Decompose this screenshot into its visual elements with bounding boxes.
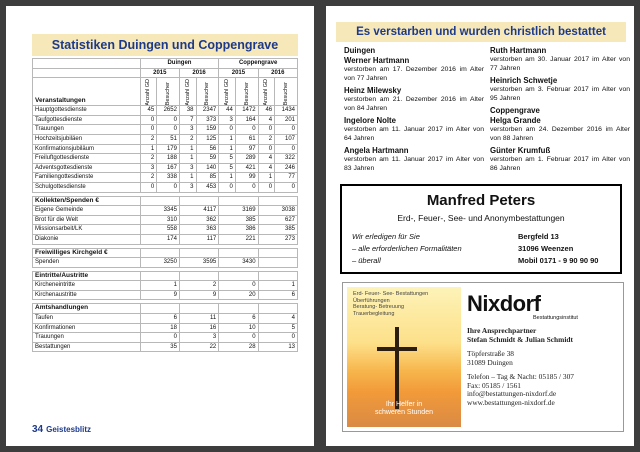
value-cell	[258, 258, 297, 268]
value-cell: 28	[219, 342, 258, 352]
cross-icon	[395, 327, 399, 409]
value-cell: 2	[179, 281, 218, 291]
peters-row-right: Mobil 0171 - 9 90 90 90	[518, 256, 599, 265]
value-cell: 0	[235, 182, 258, 192]
peters-row	[342, 255, 620, 267]
peters-row	[342, 243, 620, 255]
value-cell: 289	[235, 154, 258, 164]
column-header	[196, 78, 219, 106]
obituary-entry	[490, 146, 630, 173]
phone: Telefon – Tag & Nacht: 05185 / 307	[467, 372, 574, 381]
value-cell: 0	[219, 333, 258, 343]
value-cell: 322	[275, 154, 298, 164]
peters-row-left: – überall	[352, 256, 381, 265]
value-cell: 1	[258, 281, 297, 291]
column-header	[219, 78, 236, 106]
column-header-label: Anzahl GD	[263, 78, 270, 106]
table-row	[33, 258, 298, 268]
value-cell: 4	[258, 154, 275, 164]
value-cell: 1	[179, 154, 196, 164]
row-label: Familiengottesdienste	[33, 173, 141, 183]
value-cell: 11	[179, 314, 218, 324]
deceased-name: Ingelore Nolte	[344, 116, 396, 125]
section-title: Eintritte/Austritte	[33, 271, 141, 281]
obituary-list	[344, 46, 630, 176]
value-cell: 9	[179, 290, 218, 300]
value-cell: 2	[258, 134, 275, 144]
row-label: Taufgottesdienste	[33, 115, 141, 125]
value-cell: 362	[179, 215, 218, 225]
value-cell: 0	[140, 182, 157, 192]
value-cell: 1	[219, 134, 236, 144]
row-label: Bestattungen	[33, 342, 141, 352]
empty-cell	[140, 271, 179, 281]
motto-text: Ihr Helfer in schweren Stunden	[375, 401, 433, 416]
deceased-name: Heinrich Schwetje	[490, 76, 558, 85]
value-cell: 3	[179, 163, 196, 173]
table-row	[33, 281, 298, 291]
value-cell: 6	[258, 290, 297, 300]
value-cell: 0	[219, 182, 236, 192]
empty-cell	[258, 196, 297, 206]
table-row	[33, 215, 298, 225]
magazine-title: Geistesblitz	[46, 425, 92, 434]
empty-cell	[179, 248, 218, 258]
value-cell: 16	[179, 323, 218, 333]
empty-cell	[219, 248, 258, 258]
column-header-label: Besucher	[204, 81, 211, 106]
value-cell: 5	[219, 163, 236, 173]
nixdorf-contact	[467, 327, 574, 407]
value-cell: 4	[258, 314, 297, 324]
empty-cell	[179, 304, 218, 314]
row-label: Brot für die Welt	[33, 215, 141, 225]
peters-advertisement	[340, 184, 622, 274]
value-cell: 0	[157, 182, 180, 192]
value-cell: 1	[179, 144, 196, 154]
row-label: Diakonie	[33, 234, 141, 244]
value-cell: 1	[219, 144, 236, 154]
table-row	[33, 234, 298, 244]
death-details: verstorben am 1. Februar 2017 im Alter von 86 Jahren	[490, 156, 630, 172]
value-cell: 22	[179, 342, 218, 352]
value-cell: 0	[157, 115, 180, 125]
value-cell: 188	[157, 154, 180, 164]
empty-cell	[219, 304, 258, 314]
value-cell: 373	[196, 115, 219, 125]
value-cell: 0	[258, 182, 275, 192]
value-cell: 3	[179, 333, 218, 343]
row-label: Hauptgottesdienste	[33, 106, 141, 116]
row-label: Taufen	[33, 314, 141, 324]
obituary-entry	[344, 86, 484, 113]
value-cell: 6	[219, 314, 258, 324]
value-cell: 3	[179, 182, 196, 192]
value-cell: 0	[275, 182, 298, 192]
section-title: Freiwilliges Kirchgeld €	[33, 248, 141, 258]
value-cell: 140	[196, 163, 219, 173]
value-cell: 310	[140, 215, 179, 225]
obituary-entry	[344, 146, 484, 173]
obituary-entry	[344, 116, 484, 143]
death-details: verstorben am 11. Januar 2017 im Alter von 64 Jahren	[344, 126, 484, 142]
year-header: 2015	[140, 68, 179, 78]
value-cell: 2	[140, 154, 157, 164]
table-row	[33, 323, 298, 333]
row-label: Trauungen	[33, 125, 141, 135]
row-label: Trauungen	[33, 333, 141, 343]
value-cell: 159	[196, 125, 219, 135]
value-cell: 0	[258, 125, 275, 135]
value-cell: 0	[157, 125, 180, 135]
obituary-entry	[344, 56, 484, 83]
death-details: verstorben am 17. Dezember 2016 im Alter von 77 Jahren	[344, 66, 484, 82]
nixdorf-logo: Nixdorf	[467, 291, 541, 316]
email-link[interactable]: info@bestattungen-nixdorf.de	[467, 389, 557, 398]
value-cell: 246	[275, 163, 298, 173]
year-header: 2015	[219, 68, 258, 78]
value-cell: 3595	[179, 258, 218, 268]
value-cell: 3169	[219, 206, 258, 216]
table-row	[33, 115, 298, 125]
fax: Fax: 05185 / 1561	[467, 380, 521, 390]
table-row	[33, 314, 298, 324]
value-cell: 0	[219, 125, 236, 135]
section-title: Amtshandlungen	[33, 304, 141, 314]
empty-cell	[258, 271, 297, 281]
row-label: Eigene Gemeinde	[33, 206, 141, 216]
value-cell: 1	[140, 281, 179, 291]
value-cell: 59	[196, 154, 219, 164]
row-label: Missionsarbeit/LK	[33, 225, 141, 235]
table-row	[33, 134, 298, 144]
table-row	[33, 206, 298, 216]
obituary-column-1	[344, 46, 484, 176]
value-cell: 221	[219, 234, 258, 244]
value-cell: 0	[219, 281, 258, 291]
value-cell: 51	[157, 134, 180, 144]
value-cell: 99	[235, 173, 258, 183]
value-cell: 3	[140, 163, 157, 173]
city: 31089 Duingen	[467, 357, 513, 367]
value-cell: 2347	[196, 106, 219, 116]
town-heading: Coppengrave	[490, 106, 540, 115]
table-row	[33, 333, 298, 343]
death-details: verstorben am 11. Januar 2017 im Alter von 83 Jahren	[344, 156, 484, 172]
value-cell: 0	[140, 125, 157, 135]
peters-subtitle: Erd-, Feuer-, See- und Anonymbestattungen	[397, 213, 565, 223]
row-label: Kircheneintritte	[33, 281, 141, 291]
value-cell: 13	[258, 342, 297, 352]
left-page	[6, 6, 314, 446]
value-cell: 44	[219, 106, 236, 116]
peters-row-right: 31096 Weenzen	[518, 244, 574, 253]
deceased-name: Heinz Milewsky	[344, 86, 402, 95]
column-header	[235, 78, 258, 106]
obituary-entry	[490, 116, 630, 143]
value-cell: 3	[219, 115, 236, 125]
value-cell: 38	[179, 106, 196, 116]
obituary-column-2	[490, 46, 630, 176]
row-label: Schulgottesdienste	[33, 182, 141, 192]
value-cell: 7	[179, 115, 196, 125]
empty-cell	[140, 248, 179, 258]
table-row	[33, 173, 298, 183]
value-cell: 5	[219, 154, 236, 164]
sunset-cross-image	[347, 287, 461, 427]
table-row	[33, 342, 298, 352]
year-header: 2016	[258, 68, 297, 78]
row-label: Konfirmationsjubiläum	[33, 144, 141, 154]
obituary-entry	[490, 76, 630, 103]
cross-icon-bar	[377, 347, 417, 351]
nixdorf-institute-label: Bestattungsinstitut	[533, 315, 578, 321]
service-item: Überführungen	[353, 297, 390, 304]
value-cell: 117	[179, 234, 218, 244]
table-row	[33, 225, 298, 235]
value-cell: 0	[258, 144, 275, 154]
value-cell: 10	[219, 323, 258, 333]
peters-row	[342, 231, 620, 243]
contact-heading: Ihre Ansprechpartner	[467, 326, 537, 335]
table-row	[33, 154, 298, 164]
value-cell: 385	[258, 225, 297, 235]
table-row	[33, 163, 298, 173]
stats-table	[32, 58, 298, 352]
value-cell: 107	[275, 134, 298, 144]
value-cell: 453	[196, 182, 219, 192]
value-cell: 2	[140, 134, 157, 144]
row-label: Freiluftgottesdienste	[33, 154, 141, 164]
service-item: Beratung- Betreuung	[353, 304, 405, 310]
value-cell: 1	[140, 144, 157, 154]
value-cell: 2	[179, 134, 196, 144]
value-cell: 46	[258, 106, 275, 116]
death-details: verstorben am 21. Dezember 2016 im Alter von 84 Jahren	[344, 96, 484, 112]
value-cell: 0	[140, 115, 157, 125]
empty-cell	[219, 196, 258, 206]
column-header	[179, 78, 196, 106]
value-cell: 61	[235, 134, 258, 144]
deceased-name: Helga Grande	[490, 116, 541, 125]
value-cell: 56	[196, 144, 219, 154]
column-header-label: Besucher	[243, 81, 250, 106]
deceased-name: Angela Hartmann	[344, 146, 409, 155]
header-spacer	[33, 68, 141, 78]
section-title: Kollekten/Spenden €	[33, 196, 141, 206]
value-cell: 558	[140, 225, 179, 235]
row-label: Hochzeitsjubiläen	[33, 134, 141, 144]
row-label: Konfirmationen	[33, 323, 141, 333]
section-title: Veranstaltungen	[33, 78, 141, 106]
value-cell: 5	[258, 323, 297, 333]
value-cell: 167	[157, 163, 180, 173]
value-cell: 20	[219, 290, 258, 300]
street: Töpferstraße 38	[467, 349, 514, 358]
value-cell: 9	[140, 290, 179, 300]
service-item: Erd- Feuer- See- Bestattungen	[353, 291, 429, 297]
column-header-label: Anzahl GD	[145, 78, 152, 106]
value-cell: 35	[140, 342, 179, 352]
value-cell: 273	[258, 234, 297, 244]
column-header-label: Besucher	[165, 81, 172, 106]
value-cell: 3038	[258, 206, 297, 216]
table-row	[33, 182, 298, 192]
row-label: Spenden	[33, 258, 141, 268]
value-cell: 97	[235, 144, 258, 154]
value-cell: 4117	[179, 206, 218, 216]
value-cell: 1	[219, 173, 236, 183]
empty-cell	[179, 196, 218, 206]
town-header: Coppengrave	[219, 59, 298, 69]
page-number: 34	[32, 424, 44, 435]
deceased-name: Werner Hartmann	[344, 56, 410, 65]
year-header: 2016	[179, 68, 218, 78]
value-cell: 1	[179, 173, 196, 183]
value-cell: 4	[258, 115, 275, 125]
empty-cell	[219, 271, 258, 281]
web-link[interactable]: www.bestattungen-nixdorf.de	[467, 397, 555, 407]
value-cell: 125	[196, 134, 219, 144]
value-cell: 0	[140, 333, 179, 343]
column-header	[275, 78, 298, 106]
row-label: Adventsgottesdienste	[33, 163, 141, 173]
value-cell: 0	[258, 333, 297, 343]
value-cell: 385	[219, 215, 258, 225]
value-cell: 363	[179, 225, 218, 235]
contact-names: Stefan Schmidt & Julian Schmidt	[467, 334, 573, 344]
column-header	[140, 78, 157, 106]
value-cell: 18	[140, 323, 179, 333]
table-row	[33, 106, 298, 116]
table-row	[33, 144, 298, 154]
value-cell: 45	[140, 106, 157, 116]
value-cell: 0	[235, 125, 258, 135]
obituary-entry	[490, 46, 630, 73]
obituary-banner: Es verstarben und wurden christlich bestattet	[336, 22, 626, 42]
column-header	[157, 78, 180, 106]
empty-cell	[179, 271, 218, 281]
table-row	[33, 290, 298, 300]
service-item: Trauerbegleitung	[353, 310, 395, 317]
services-list	[353, 291, 428, 317]
value-cell: 1434	[275, 106, 298, 116]
deceased-name: Günter Krumfuß	[490, 146, 551, 155]
peters-row-right: Bergfeld 13	[518, 232, 559, 241]
value-cell: 3430	[219, 258, 258, 268]
column-header-label: Besucher	[283, 81, 290, 106]
value-cell: 201	[275, 115, 298, 125]
column-header-label: Anzahl GD	[224, 78, 231, 106]
value-cell: 386	[219, 225, 258, 235]
deceased-name: Ruth Hartmann	[490, 46, 547, 55]
column-header-label: Anzahl GD	[184, 78, 191, 106]
value-cell: 174	[140, 234, 179, 244]
value-cell: 2	[140, 173, 157, 183]
value-cell: 1	[258, 173, 275, 183]
table-row	[33, 125, 298, 135]
column-header	[258, 78, 275, 106]
value-cell: 164	[235, 115, 258, 125]
death-details: verstorben am 24. Dezember 2016 im Alter von 88 Jahren	[490, 126, 630, 142]
value-cell: 421	[235, 163, 258, 173]
value-cell: 77	[275, 173, 298, 183]
empty-cell	[258, 304, 297, 314]
value-cell: 338	[157, 173, 180, 183]
value-cell: 3250	[140, 258, 179, 268]
value-cell: 1472	[235, 106, 258, 116]
value-cell: 0	[275, 144, 298, 154]
peters-row-left: Wir erledigen für Sie	[352, 232, 420, 241]
value-cell: 179	[157, 144, 180, 154]
town-heading: Duingen	[344, 46, 376, 55]
value-cell: 627	[258, 215, 297, 225]
value-cell: 4	[258, 163, 275, 173]
town-header: Duingen	[140, 59, 219, 69]
value-cell: 2652	[157, 106, 180, 116]
empty-cell	[258, 248, 297, 258]
value-cell: 3	[179, 125, 196, 135]
stats-banner: Statistiken Duingen und Coppengrave	[32, 34, 298, 56]
nixdorf-advertisement	[342, 282, 624, 432]
value-cell: 85	[196, 173, 219, 183]
empty-cell	[140, 196, 179, 206]
header-spacer	[33, 59, 141, 69]
death-details: verstorben am 3. Februar 2017 im Alter von 95 Jahren	[490, 86, 630, 102]
right-page	[326, 6, 634, 446]
row-label: Kirchenaustritte	[33, 290, 141, 300]
peters-row-left: – alle erforderlichen Formalitäten	[352, 244, 462, 253]
value-cell: 3345	[140, 206, 179, 216]
empty-cell	[140, 304, 179, 314]
page-footer	[32, 424, 91, 435]
death-details: verstorben am 30. Januar 2017 im Alter von 77 Jahren	[490, 56, 630, 72]
value-cell: 0	[275, 125, 298, 135]
peters-name: Manfred Peters	[426, 192, 536, 209]
value-cell: 6	[140, 314, 179, 324]
